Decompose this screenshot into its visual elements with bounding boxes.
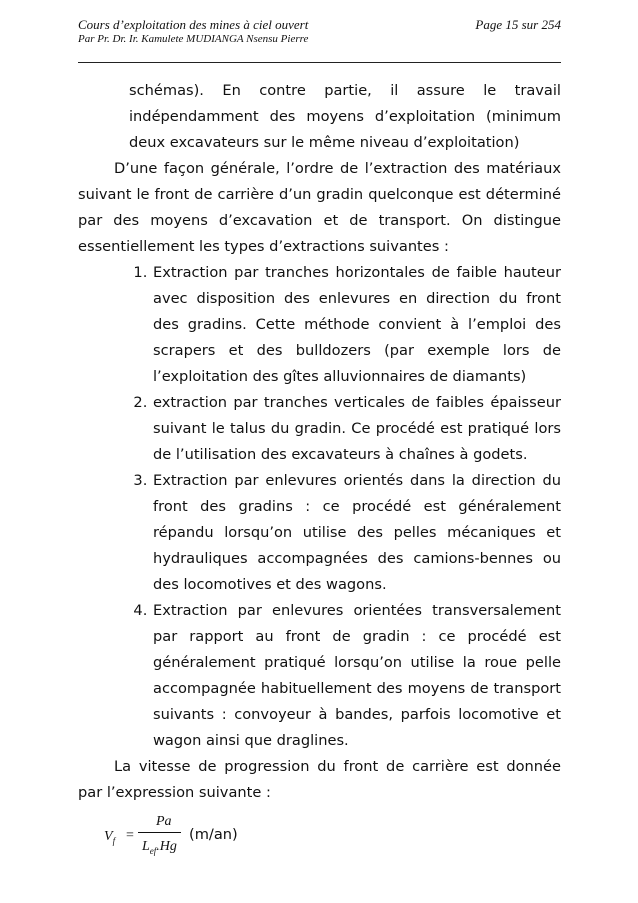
formula-numerator: Pa <box>156 814 172 829</box>
fraction-line <box>138 832 181 833</box>
header-divider <box>78 62 561 63</box>
extraction-types-list <box>78 260 561 754</box>
list-item: 1. Extraction par tranches horizontales de faible hauteur avec disposition des enlevures en direction du front des gradins. Cette méthode convient à l’emploi des scrapers et des bulldozers (par exemple lors de l’exploitation des gîtes alluvionnaires de diamants) <box>152 260 561 390</box>
list-item: 3. Extraction par enlevures orientés dans la direction du front des gradins : ce procédé est généralement répandu lorsqu’on utilise des pelles mécaniques et hydrauliques accompagnées des camions-bennes ou des locomotives et des wagons. <box>152 468 561 598</box>
formula-unit: (m/an) <box>189 826 238 843</box>
list-item: 4. Extraction par enlevures orientées transversalement par rapport au front de gradin : ce procédé est généralement pratiqué lorsqu’on utilise la roue pelle accompagnée habituellement des moyens de transport suivants : convoyeur à bandes, parfois locomotive et wagon ainsi que draglines. <box>152 598 561 754</box>
paragraph-speed: La vitesse de progression du front de carrière est donnée par l’expression suivante : <box>78 758 561 801</box>
paragraph-extraction-order: D’une façon générale, l’ordre de l’extraction des matériaux suivant le front de carrière d’un gradin quelconque est déterminé par des moyens d’excavation et de transport. On distingue essentiellement les types d’extractions suivantes : <box>78 160 561 255</box>
intro-continuation: schémas). En contre partie, il assure le travail indépendamment des moyens d’exploitation (minimum deux excavateurs sur le même niveau d’exploitation) <box>129 82 561 151</box>
formula-denominator: $L_{ef}.Hg$ <box>142 839 177 856</box>
page-header <box>78 17 561 46</box>
author-line: Par Pr. Dr. Ir. Kamulete MUDIANGA Nsensu Pierre <box>78 33 309 45</box>
formula-equals: = <box>126 828 134 843</box>
speed-formula <box>78 810 561 858</box>
page-body <box>78 78 561 858</box>
list-item: 2. extraction par tranches verticales de faibles épaisseur suivant le talus du gradin. Ce procédé est pratiqué lors de l’utilisation des excavateurs à chaînes à godets. <box>152 390 561 468</box>
page-number: Page 15 sur 254 <box>475 17 561 32</box>
formula-lhs: $V_f$ <box>104 829 116 846</box>
document-title: Cours d’exploitation des mines à ciel ouvert <box>78 17 309 32</box>
